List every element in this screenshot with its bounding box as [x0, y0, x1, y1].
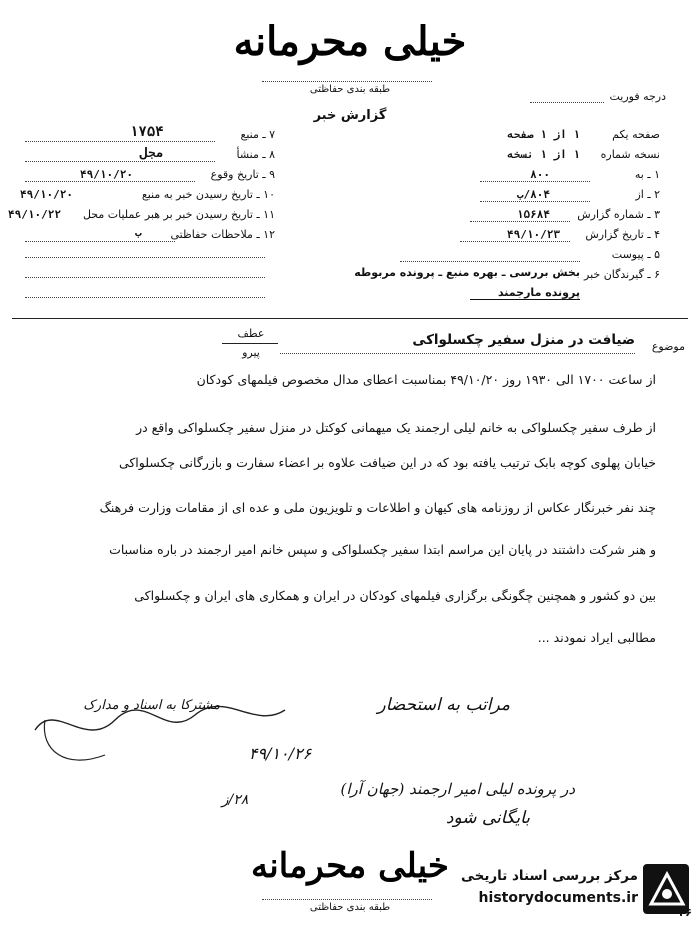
body-line: چند نفر خبرنگار عکاس از روزنامه های کیهان و اطلاعات و تلویزیون ملی و عده ای از مقامات وزارت فرهنگ: [99, 500, 656, 515]
body-line: و هنر شرکت داشتند در پایان این مراسم ابتدا سفیر چکسلواکی و سپس خانم امیر ارجمند در باره مناسبات: [109, 542, 656, 557]
field-dots: [470, 220, 570, 222]
watermark-org: مرکز بررسی اسناد تاریخی: [460, 868, 638, 884]
field-value: ۱ از ۱ نسخه: [507, 148, 580, 161]
follow-label: پیرو: [242, 346, 260, 359]
handwritten-date: ۴۹/۱۰/۲۶: [248, 744, 312, 763]
field-dots: [480, 200, 590, 202]
blank-line: [25, 276, 265, 278]
field-dots: [25, 160, 215, 162]
field-label: ۱۰ ـ تاریخ رسیدن خبر به منبع: [141, 188, 275, 201]
field-value: ۴۹/۱۰/۲۰: [80, 168, 133, 181]
urgency-dots: [530, 101, 604, 103]
field-dots: [460, 240, 570, 242]
top-classification-stamp: خیلی محرمانه: [233, 18, 467, 65]
field-label: ۵ ـ پیوست: [611, 248, 660, 261]
handwritten-file-note: در پرونده لیلی امیر ارجمند (جهان آرا): [340, 780, 575, 798]
field-label: ۹ ـ تاریخ وقوع: [210, 168, 275, 181]
field-value: مجل: [140, 146, 164, 161]
field-dots: [25, 140, 215, 142]
ref-rule: [222, 343, 278, 344]
receiver-note: پرونده مارجمند: [470, 286, 580, 300]
handwritten-note-right: مراتب به استحضار: [377, 695, 510, 715]
body-line: از طرف سفیر چکسلواکی به خانم لیلی ارجمند یک میهمانی کوکتل در منزل سفیر چکسلواکی واقع در: [136, 420, 656, 435]
ref-label: عطف: [237, 327, 265, 340]
field-value: ۸۰۰: [530, 168, 550, 181]
watermark-url: historydocuments.ir: [478, 890, 638, 906]
field-value: ۱ از ۱ صفحه: [507, 128, 580, 141]
body-line: مطالبی ایراد نمودند ...: [537, 630, 656, 645]
field-label: صفحه یکم: [612, 128, 660, 141]
subject-value: ضیافت در منزل سفیر چکسلواکی: [412, 332, 635, 348]
field-label: ۱۱ ـ تاریخ رسیدن خبر بر هبر عملیات محل: [82, 208, 275, 221]
bottom-classification-stamp: خیلی محرمانه: [251, 846, 449, 886]
right-fields: [360, 128, 660, 288]
blank-line: [25, 256, 265, 258]
field-value: ب: [135, 226, 142, 239]
field-value: ۱۷۵۴: [130, 124, 164, 140]
subject-label: موضوع: [651, 340, 685, 353]
handwritten-file-number: ۲۸/ز: [221, 792, 249, 808]
handwritten-note-left: مشترکا به اسناد و مدارک: [83, 698, 220, 713]
receivers-value: بخش بررسی ـ بهره منبع ـ پرونده مربوطه: [354, 266, 580, 279]
body-line: بین دو کشور و همچنین چگونگی برگزاری فیلمهای کودکان در ایران و همکاری های ایران و چکسلواکی: [134, 588, 656, 603]
field-value: ۸۰۴/ب: [516, 188, 550, 201]
field-label: ۷ ـ منبع: [240, 128, 275, 141]
field-dots: [480, 180, 590, 182]
field-value: ۴۹/۱۰/۲۲: [8, 208, 61, 221]
field-label: ۶ ـ گیرندگان خبر: [584, 268, 660, 281]
page-number: ۴۶: [678, 906, 692, 919]
body-line: از ساعت ۱۷۰۰ الی ۱۹۳۰ روز ۴۹/۱۰/۲۰ بمناسبت اعطای مدال مخصوص فیلمهای کودکان: [196, 372, 656, 387]
field-label: ۸ ـ منشأ: [236, 148, 275, 161]
caption-rule: [262, 80, 432, 82]
field-value: ۴۹/۱۰/۲۰: [20, 188, 73, 201]
handwritten-archive-note: بایگانی شود: [445, 808, 530, 828]
left-fields: [8, 124, 275, 258]
top-classification-caption: طبقه بندی حفاظتی: [309, 84, 391, 95]
field-label: ۱ ـ به: [634, 168, 660, 181]
bottom-classification-caption: طبقه بندی حفاظتی: [309, 902, 391, 913]
field-dots: [25, 180, 195, 182]
field-dots: [25, 240, 175, 242]
field-label: ۴ ـ تاریخ گزارش: [585, 228, 660, 241]
field-label: ۱۲ ـ ملاحظات حفاظتی: [170, 228, 275, 241]
field-value: ۴۹/۱۰/۲۳: [507, 228, 560, 241]
field-dots: [400, 260, 580, 262]
field-label: ۲ ـ از: [635, 188, 660, 201]
urgency-label: درجه فوریت: [609, 90, 666, 103]
subject-dots: [280, 352, 635, 354]
field-label: نسخه شماره: [600, 148, 660, 161]
body-line: خیابان پهلوی کوچه بابک ترتیب یافته بود که در این ضیافت علاوه بر اعضاء سفارت و بازرگانی چکسلواکی: [118, 455, 656, 470]
report-title: گزارش خبر: [313, 108, 387, 123]
field-value: ۱۵۶۸۴: [516, 208, 550, 221]
header-divider: [12, 318, 688, 319]
field-label: ۳ ـ شماره گزارش: [577, 208, 660, 221]
blank-line: [25, 296, 265, 298]
caption-rule: [262, 898, 432, 900]
